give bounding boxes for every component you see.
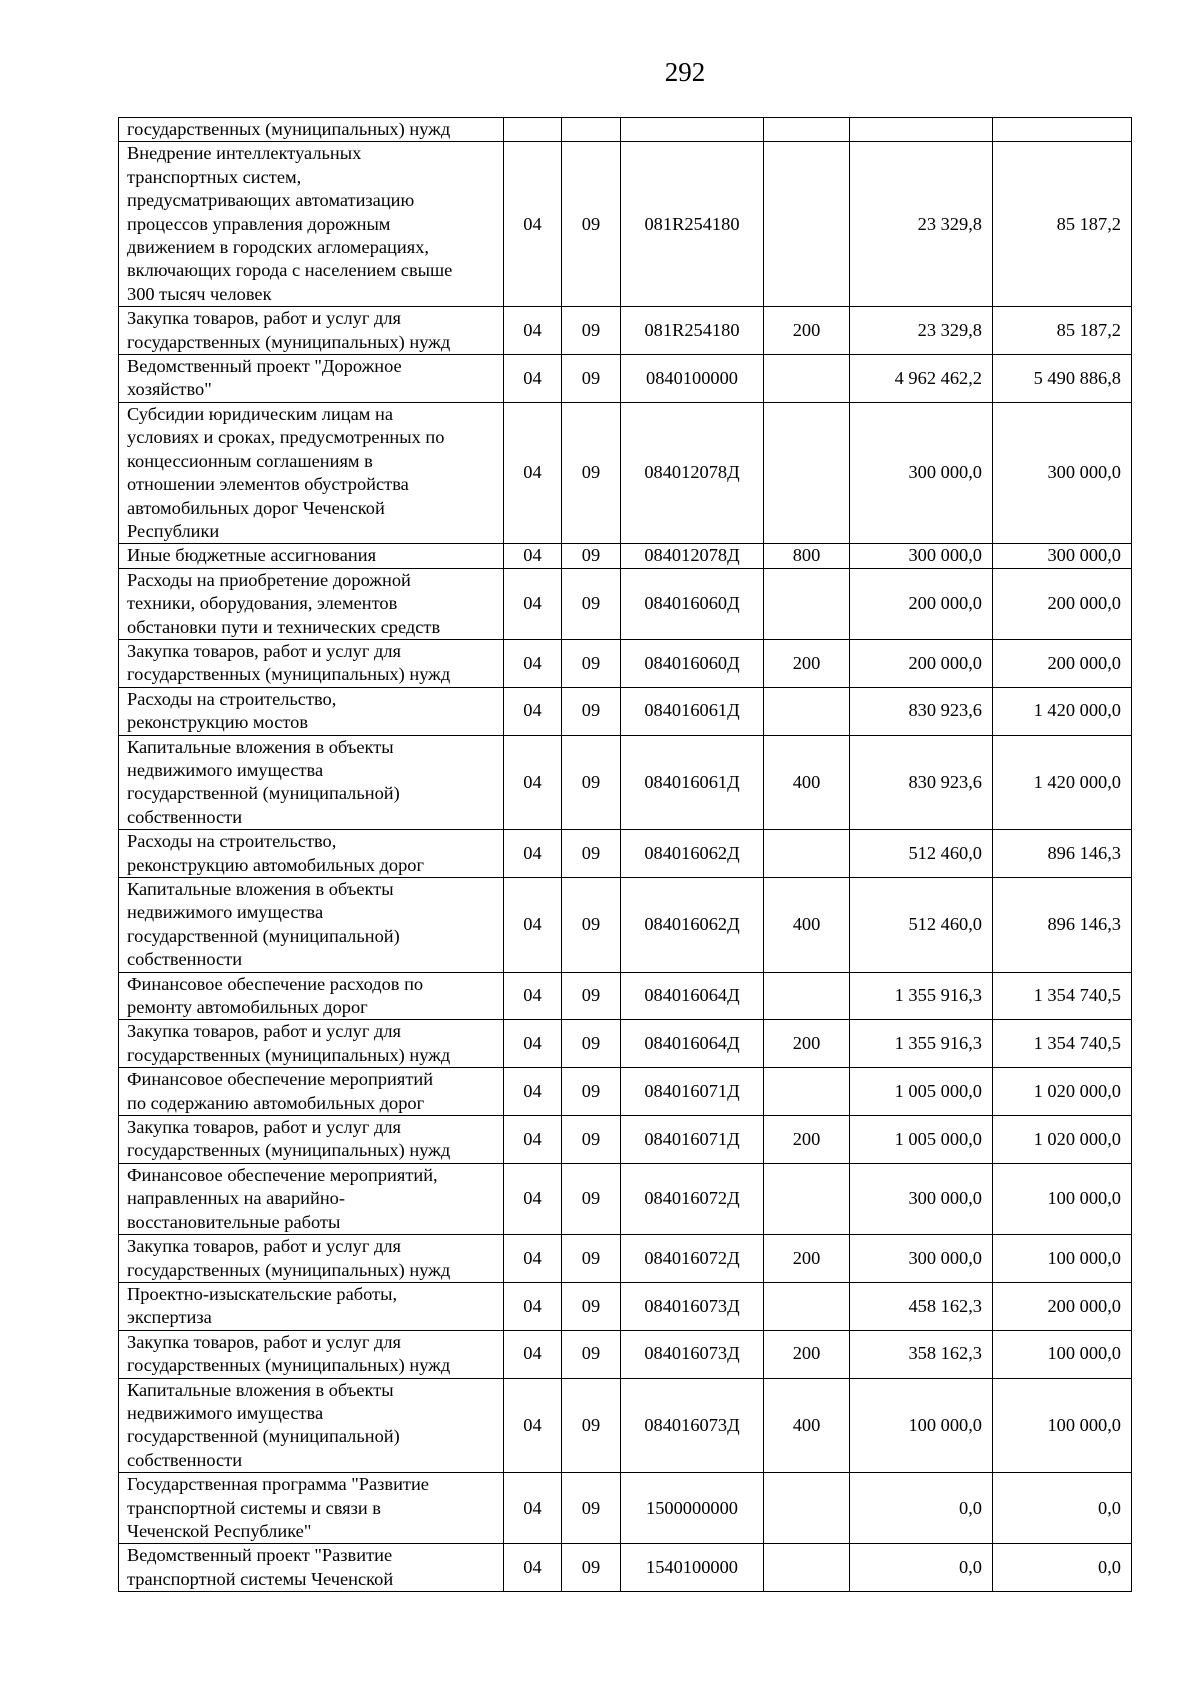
table-row [119,639,1132,687]
expense-type-code: 200 [764,1330,850,1378]
section-code: 04 [504,1378,562,1473]
table-row [119,544,1132,568]
subsection-code: 09 [562,1282,621,1330]
item-name-line: Внедрение интеллектуальных [127,143,362,164]
target-article-code: 1500000000 [621,1473,764,1544]
item-name [119,972,504,1020]
item-name-line: движением в городских агломерациях, [127,237,429,258]
item-name-line: государственных (муниципальных) нужд [127,119,451,139]
page-number: 292 [664,57,706,87]
item-name-line: реконструкцию мостов [127,712,309,733]
amount-year-2: 0,0 [993,1544,1132,1592]
expense-type-code [764,568,850,639]
item-name-line: государственных (муниципальных) нужд [127,664,451,685]
target-article-code: 084012078Д [621,402,764,543]
item-name [119,1163,504,1234]
target-article-code: 084016061Д [621,687,764,735]
section-code: 04 [504,355,562,403]
item-name [119,878,504,973]
amount-year-2: 85 187,2 [993,142,1132,307]
section-code: 04 [504,1163,562,1234]
item-name-line: Ведомственный проект "Развитие [127,1545,393,1566]
item-name [119,687,504,735]
target-article-code: 084016062Д [621,878,764,973]
item-name-line: автомобильных дорог Чеченской [127,497,385,518]
subsection-code: 09 [562,307,621,355]
item-name-line: государственных (муниципальных) нужд [127,331,451,352]
amount-year-2: 200 000,0 [993,639,1132,687]
table-row [119,1116,1132,1164]
item-name [119,355,504,403]
amount-year-2: 200 000,0 [993,568,1132,639]
target-article-code: 081R254180 [621,142,764,307]
section-code: 04 [504,878,562,973]
amount-year-1: 23 329,8 [850,142,993,307]
subsection-code: 09 [562,1163,621,1234]
item-name-line: собственности [127,806,243,827]
subsection-code: 09 [562,830,621,878]
subsection-code: 09 [562,568,621,639]
expense-type-code [764,830,850,878]
amount-year-2: 1 420 000,0 [993,735,1132,830]
item-name-line: Проектно-изыскательские работы, [127,1283,398,1304]
target-article-code: 084016072Д [621,1163,764,1234]
item-name-line: отношении элементов обустройства [127,474,409,495]
item-name-line: Ведомственный проект "Дорожное [127,356,402,377]
subsection-code: 09 [562,878,621,973]
section-code: 04 [504,568,562,639]
item-name [119,735,504,830]
target-article-code: 084016072Д [621,1235,764,1283]
amount-year-1: 0,0 [850,1544,993,1592]
section-code: 04 [504,639,562,687]
table-row [119,1020,1132,1068]
item-name [119,1235,504,1283]
subsection-code: 09 [562,142,621,307]
item-name [119,1544,504,1592]
amount-year-1 [850,118,993,142]
subsection-code: 09 [562,1116,621,1164]
item-name-line: реконструкцию автомобильных дорог [127,854,425,875]
target-article-code: 084016064Д [621,1020,764,1068]
item-name [119,1473,504,1544]
item-name-line: процессов управления дорожным [127,213,391,234]
subsection-code [562,118,621,142]
item-name [119,1378,504,1473]
table-row [119,118,1132,142]
amount-year-1: 23 329,8 [850,307,993,355]
item-name-line: недвижимого имущества [127,1402,324,1423]
target-article-code: 084016061Д [621,735,764,830]
amount-year-1: 300 000,0 [850,402,993,543]
amount-year-1: 300 000,0 [850,544,993,568]
amount-year-2: 5 490 886,8 [993,355,1132,403]
expense-type-code: 400 [764,878,850,973]
table-row [119,1330,1132,1378]
item-name [119,544,504,568]
expense-type-code: 200 [764,1020,850,1068]
expense-type-code [764,142,850,307]
amount-year-1: 1 005 000,0 [850,1116,993,1164]
amount-year-2: 0,0 [993,1473,1132,1544]
table-row [119,402,1132,543]
amount-year-1: 4 962 462,2 [850,355,993,403]
table-row [119,1282,1132,1330]
expense-type-code [764,402,850,543]
item-name-line: включающих города с населением свыше [127,260,453,281]
table-row [119,687,1132,735]
amount-year-2: 1 020 000,0 [993,1068,1132,1116]
item-name [119,1116,504,1164]
item-name-line: транспортной системы и связи в [127,1497,381,1518]
table-row [119,142,1132,307]
item-name-line: Закупка товаров, работ и услуг для [127,1117,401,1138]
target-article-code: 084016062Д [621,830,764,878]
section-code: 04 [504,830,562,878]
budget-table [118,117,1132,1592]
item-name-line: транспортных систем, [127,166,302,187]
subsection-code: 09 [562,1020,621,1068]
item-name-line: Расходы на строительство, [127,831,337,852]
subsection-code: 09 [562,639,621,687]
section-code: 04 [504,1020,562,1068]
section-code: 04 [504,1544,562,1592]
item-name-line: транспортной системы Чеченской [127,1568,394,1589]
item-name [119,1330,504,1378]
target-article-code [621,118,764,142]
expense-type-code [764,1068,850,1116]
item-name-line: предусматривающих автоматизацию [127,190,415,211]
amount-year-1: 200 000,0 [850,639,993,687]
amount-year-1: 200 000,0 [850,568,993,639]
target-article-code: 084016060Д [621,639,764,687]
table-row [119,355,1132,403]
section-code: 04 [504,1282,562,1330]
subsection-code: 09 [562,402,621,543]
item-name [119,1068,504,1116]
item-name-line: Государственная программа "Развитие [127,1474,429,1495]
item-name-line: государственных (муниципальных) нужд [127,1259,451,1280]
target-article-code: 084016060Д [621,568,764,639]
item-name-line: государственных (муниципальных) нужд [127,1044,451,1065]
expense-type-code [764,1473,850,1544]
item-name-line: Расходы на строительство, [127,688,337,709]
item-name-line: собственности [127,1449,243,1470]
expense-type-code: 800 [764,544,850,568]
section-code [504,118,562,142]
item-name-line: государственных (муниципальных) нужд [127,1140,451,1161]
amount-year-2: 300 000,0 [993,402,1132,543]
amount-year-2: 896 146,3 [993,830,1132,878]
amount-year-1: 300 000,0 [850,1235,993,1283]
table-row [119,307,1132,355]
subsection-code: 09 [562,1068,621,1116]
table-row [119,830,1132,878]
table-row [119,878,1132,973]
item-name [119,568,504,639]
amount-year-2: 100 000,0 [993,1235,1132,1283]
item-name-line: Чеченской Республике" [127,1520,312,1541]
table-row [119,972,1132,1020]
section-code: 04 [504,544,562,568]
item-name-line: государственной (муниципальной) [127,1426,400,1447]
amount-year-2: 1 420 000,0 [993,687,1132,735]
item-name-line: обстановки пути и технических средств [127,616,441,637]
item-name-line: Закупка товаров, работ и услуг для [127,1331,401,1352]
item-name-line: Капитальные вложения в объекты [127,1379,394,1400]
table-body [119,118,1132,1592]
amount-year-2: 85 187,2 [993,307,1132,355]
item-name-line: Финансовое обеспечение мероприятий, [127,1164,438,1185]
item-name-line: Иные бюджетные ассигнования [127,545,377,566]
item-name-line: Закупка товаров, работ и услуг для [127,1021,401,1042]
item-name-line: ремонту автомобильных дорог [127,997,368,1018]
item-name-line: Закупка товаров, работ и услуг для [127,308,401,329]
section-code: 04 [504,735,562,830]
item-name-line: Капитальные вложения в объекты [127,736,394,757]
section-code: 04 [504,687,562,735]
amount-year-1: 300 000,0 [850,1163,993,1234]
expense-type-code: 400 [764,735,850,830]
subsection-code: 09 [562,1235,621,1283]
target-article-code: 084016073Д [621,1330,764,1378]
table-row [119,1544,1132,1592]
expense-type-code [764,355,850,403]
subsection-code: 09 [562,355,621,403]
subsection-code: 09 [562,544,621,568]
amount-year-1: 830 923,6 [850,687,993,735]
item-name-line: собственности [127,949,243,970]
expense-type-code: 400 [764,1378,850,1473]
item-name-line: концессионным соглашениям в [127,450,373,471]
target-article-code: 081R254180 [621,307,764,355]
table-row [119,1235,1132,1283]
expense-type-code [764,118,850,142]
expense-type-code [764,1282,850,1330]
item-name-line: Финансовое обеспечение мероприятий [127,1069,434,1090]
item-name [119,1282,504,1330]
amount-year-2: 1 354 740,5 [993,972,1132,1020]
item-name-line: направленных на аварийно- [127,1188,345,1209]
amount-year-1: 458 162,3 [850,1282,993,1330]
target-article-code: 084016073Д [621,1282,764,1330]
item-name [119,402,504,543]
amount-year-2: 200 000,0 [993,1282,1132,1330]
target-article-code: 084016071Д [621,1068,764,1116]
amount-year-2: 1 020 000,0 [993,1116,1132,1164]
table-row [119,1473,1132,1544]
item-name-line: Капитальные вложения в объекты [127,879,394,899]
target-article-code: 084016064Д [621,972,764,1020]
item-name [119,142,504,307]
expense-type-code [764,687,850,735]
section-code: 04 [504,1116,562,1164]
subsection-code: 09 [562,1473,621,1544]
amount-year-1: 358 162,3 [850,1330,993,1378]
item-name-line: Закупка товаров, работ и услуг для [127,1236,401,1257]
item-name-line: техники, оборудования, элементов [127,593,398,614]
section-code: 04 [504,1235,562,1283]
table-row [119,1163,1132,1234]
item-name-line: Расходы на приобретение дорожной [127,569,411,590]
item-name-line: Финансовое обеспечение расходов по [127,973,424,994]
amount-year-2: 1 354 740,5 [993,1020,1132,1068]
target-article-code: 084016071Д [621,1116,764,1164]
amount-year-1: 512 460,0 [850,830,993,878]
amount-year-2: 300 000,0 [993,544,1132,568]
item-name-line: Субсидии юридическим лицам на [127,403,394,424]
item-name-line: государственных (муниципальных) нужд [127,1355,451,1376]
table-row [119,568,1132,639]
item-name [119,639,504,687]
amount-year-2: 100 000,0 [993,1330,1132,1378]
target-article-code: 0840100000 [621,355,764,403]
item-name-line: 300 тысяч человек [127,283,272,304]
amount-year-2: 100 000,0 [993,1378,1132,1473]
section-code: 04 [504,1068,562,1116]
subsection-code: 09 [562,687,621,735]
subsection-code: 09 [562,972,621,1020]
item-name-line: недвижимого имущества [127,759,324,780]
item-name-line: по содержанию автомобильных дорог [127,1092,425,1113]
amount-year-2: 896 146,3 [993,878,1132,973]
item-name-line: государственной (муниципальной) [127,783,400,804]
item-name [119,307,504,355]
item-name-line: Закупка товаров, работ и услуг для [127,640,401,661]
section-code: 04 [504,142,562,307]
subsection-code: 09 [562,735,621,830]
section-code: 04 [504,402,562,543]
target-article-code: 084016073Д [621,1378,764,1473]
expense-type-code: 200 [764,1235,850,1283]
amount-year-1: 100 000,0 [850,1378,993,1473]
item-name-line: восстановительные работы [127,1211,341,1232]
item-name-line: хозяйство" [127,379,212,400]
subsection-code: 09 [562,1544,621,1592]
item-name-line: экспертиза [127,1307,212,1328]
table-row [119,1068,1132,1116]
amount-year-2 [993,118,1132,142]
amount-year-1: 512 460,0 [850,878,993,973]
amount-year-1: 1 355 916,3 [850,1020,993,1068]
item-name-line: недвижимого имущества [127,902,324,923]
item-name [119,1020,504,1068]
section-code: 04 [504,307,562,355]
item-name-line: Республики [127,520,220,541]
expense-type-code [764,972,850,1020]
table-row [119,1378,1132,1473]
expense-type-code [764,1544,850,1592]
table-row [119,735,1132,830]
amount-year-1: 1 355 916,3 [850,972,993,1020]
expense-type-code: 200 [764,307,850,355]
expense-type-code: 200 [764,639,850,687]
target-article-code: 1540100000 [621,1544,764,1592]
item-name-line: государственной (муниципальной) [127,925,400,946]
expense-type-code: 200 [764,1116,850,1164]
section-code: 04 [504,1330,562,1378]
target-article-code: 084012078Д [621,544,764,568]
subsection-code: 09 [562,1378,621,1473]
item-name-line: условиях и сроках, предусмотренных по [127,427,445,448]
subsection-code: 09 [562,1330,621,1378]
amount-year-1: 1 005 000,0 [850,1068,993,1116]
section-code: 04 [504,1473,562,1544]
amount-year-2: 100 000,0 [993,1163,1132,1234]
section-code: 04 [504,972,562,1020]
item-name [119,118,504,142]
item-name [119,830,504,878]
expense-type-code [764,1163,850,1234]
amount-year-1: 0,0 [850,1473,993,1544]
amount-year-1: 830 923,6 [850,735,993,830]
